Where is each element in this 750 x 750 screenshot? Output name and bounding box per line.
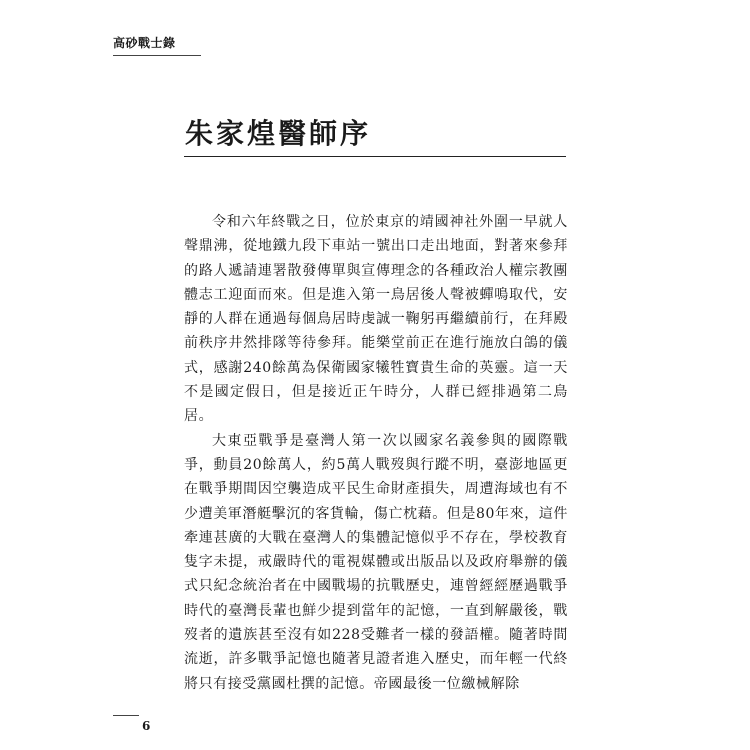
paragraph-2: 大東亞戰爭是臺灣人第一次以國家名義參與的國際戰爭，動員20餘萬人，約5萬人戰歿與行蹤不明，臺澎地區更在戰爭期間因空襲造成平民生命財產損失，周遭海域也有不少遭美軍潛艇擊沉的客貨輪，傷亡枕藉。但是80年來，這件牽連甚廣的大戰在臺灣人的集體記憶似乎不存在，學校教育隻字未提，戒嚴時代的電視媒體或出版品以及政府舉辦的儀式只紀念統治者在中國戰場的抗戰歷史，連曾經經歷過戰爭時代的臺灣長輩也鮮少提到當年的記憶，一直到解嚴後，戰歿者的遺族甚至沒有如228受難者一樣的發語權。隨著時間流逝，許多戰爭記憶也隨著見證者進入歷史，而年輕一代終將只有接受黨國杜撰的記憶。帝國最後一位繳械解除 — [184, 432, 569, 692]
body-text — [184, 210, 568, 696]
paragraph-1: 令和六年終戰之日，位於東京的靖國神社外圍一早就人聲鼎沸，從地鐵九段下車站一號出口走出地面，對著來參拜的路人遞請連署散發傳單與宣傳理念的各種政治人權宗教團體志工迎面而來。但是進入第一鳥居後人聲被蟬鳴取代，安靜的人群在通過每個鳥居時虔誠一鞠躬再繼續前行，在拜殿前秩序井然排隊等待參拜。能樂堂前正在進行施放白鴿的儀式，感謝240餘萬為保衛國家犧牲寶貴生命的英靈。這一天不是國定假日，但是接近正午時分，人群已經排過第二鳥居。 — [184, 214, 568, 425]
footer-rule — [113, 715, 139, 716]
page-number: 6 — [142, 719, 151, 733]
running-head-title: 高砂戰士錄 — [113, 34, 201, 56]
title-underline — [184, 156, 566, 157]
chapter-title: 朱家煌醫師序 — [185, 117, 372, 150]
